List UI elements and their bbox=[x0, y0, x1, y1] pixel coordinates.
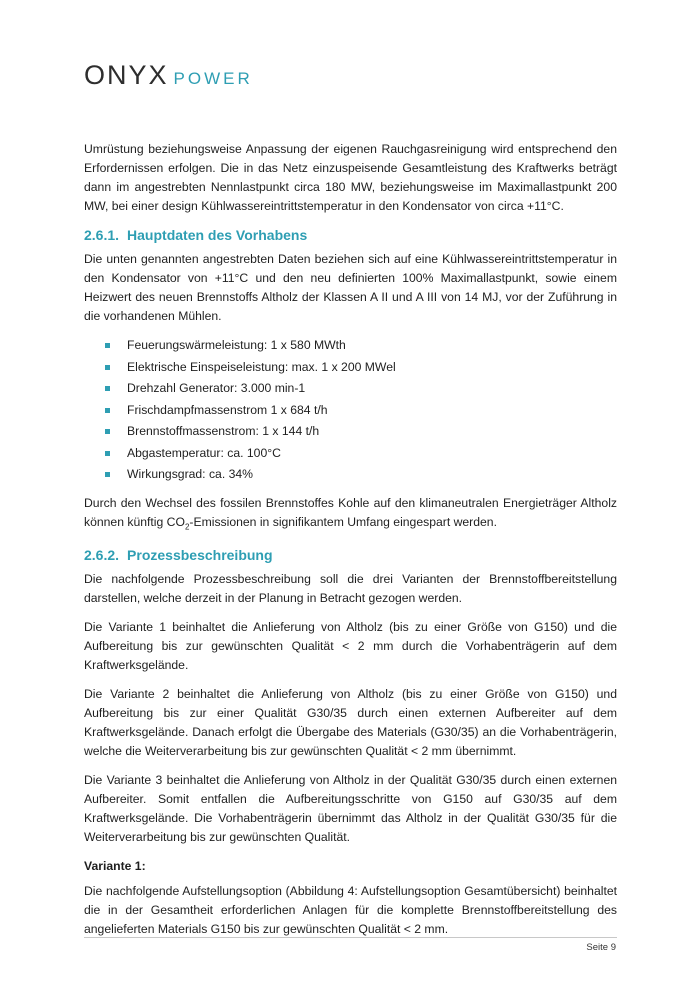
paragraph: Die nachfolgende Prozessbeschreibung soll die drei Varianten der Brennstoffbereitstellung darstellen, welche derzeit in der Planung in Betracht gezogen werden. bbox=[84, 572, 617, 606]
bullet-square-icon bbox=[105, 365, 110, 370]
section-heading-prozess bbox=[84, 546, 617, 564]
list-item-text: Drehzahl Generator: 3.000 min-1 bbox=[127, 381, 306, 395]
text-run: Durch den Wechsel des fossilen Brennstoffes Kohle auf den klimaneutralen Energieträger Altholz können künftig CO bbox=[84, 496, 617, 529]
bullet-square-icon bbox=[105, 451, 110, 456]
paragraph: Die unten genannten angestrebten Daten beziehen sich auf eine Kühlwassereintrittstemperatur in den Kondensator von +11°C und den neu definierten 100% Maximallastpunkt, sowie einem Heizwert des neuen Brennstoffs Altholz der Klassen A II und A III von 14 MJ, vor der Zuführung in die vorhandenen Mühlen. bbox=[84, 252, 617, 323]
logo-text-onyx: ONYX bbox=[84, 60, 169, 90]
bullet-square-icon bbox=[105, 408, 110, 413]
paragraph: Die nachfolgende Aufstellungsoption (Abbildung 4: Aufstellungsoption Gesamtübersicht) beinhaltet die in der Gesamtheit erforderlichen Anlagen für die komplette Brennstoffbereitstellung des angelieferten Materials G150 bis zur gewünschten Qualität < 2 mm. bbox=[84, 884, 617, 937]
list-item bbox=[84, 465, 617, 484]
document-body bbox=[84, 140, 617, 949]
section-title: Hauptdaten des Vorhabens bbox=[127, 227, 308, 243]
bullet-square-icon bbox=[105, 429, 110, 434]
subscript: 2 bbox=[184, 522, 190, 532]
co2-paragraph bbox=[84, 494, 617, 536]
list-item-text: Frischdampfmassenstrom 1 x 684 t/h bbox=[127, 402, 328, 417]
list-item bbox=[84, 422, 617, 441]
list-item-text: Brennstoffmassenstrom: 1 x 144 t/h bbox=[127, 424, 320, 438]
list-item bbox=[84, 358, 617, 377]
paragraph: Die Variante 3 beinhaltet die Anlieferung von Altholz in der Qualität G30/35 durch einen externen Aufbereiter. Somit entfallen die Aufbereitungsschritte von G150 auf G30/35 auf dem Kraftwerksgelände. Die Vorhabenträgerin übernimmt das Altholz in der Qualität G30/35 für die Weiterverarbeitung bis zur gewünschten Qualität. bbox=[84, 773, 617, 845]
list-item bbox=[84, 336, 617, 355]
list-item bbox=[84, 379, 617, 398]
page-number: Seite 9 bbox=[586, 942, 616, 953]
intro-paragraph: Umrüstung beziehungsweise Anpassung der eigenen Rauchgasreinigung wird entsprechend den Erfordernissen erfolgen. Die in das Netz einzuspeisende Gesamtleistung des Kraftwerks beträgt dann im angestrebten Nennlastpunkt circa 180 MW, beziehungsweise im Maximallastpunkt 200 MW, bei einer design Kühlwassereintrittstemperatur in den Kondensator von circa +11°C. bbox=[84, 142, 617, 213]
bullet-square-icon bbox=[105, 472, 110, 477]
list-item-text: Abgastemperatur: ca. 100°C bbox=[127, 445, 281, 460]
footer-divider bbox=[84, 937, 617, 938]
company-logo bbox=[84, 62, 253, 89]
section-title: Prozessbeschreibung bbox=[127, 547, 273, 564]
logo-text-power: POWER bbox=[173, 69, 253, 88]
list-item bbox=[84, 444, 617, 463]
variant-heading: Variante 1: bbox=[84, 859, 146, 874]
section-number: 2.6.1. bbox=[84, 227, 120, 243]
section-number: 2.6.2. bbox=[84, 547, 120, 564]
list-item bbox=[84, 401, 617, 420]
paragraph: Die Variante 2 beinhaltet die Anlieferung von Altholz (bis zu einer Größe von G150) und Aufbereitung bis zur einer Qualität G30/35 durch einen externen Aufbereiter auf dem Kraftwerksgelände. Danach erfolgt die Übergabe des Materials (G30/35) an die Vorhabenträgerin, welche die Weiterverarbeitung bis zur gewünschten Qualität < 2 mm übernimmt. bbox=[84, 687, 617, 759]
list-item-text: Wirkungsgrad: ca. 34% bbox=[127, 467, 253, 481]
bullet-square-icon bbox=[105, 343, 110, 348]
list-item-text: Elektrische Einspeiseleistung: max. 1 x 200 MWel bbox=[127, 359, 396, 374]
list-item-text: Feuerungswärmeleistung: 1 x 580 MWth bbox=[127, 338, 346, 352]
main-data-list bbox=[84, 336, 617, 484]
paragraph: Die Variante 1 beinhaltet die Anlieferung von Altholz (bis zu einer Größe von G150) und die Aufbereitung bis zur gewünschten Qualität < 2 mm durch die Vorhabenträgerin auf dem Kraftwerksgelände. bbox=[84, 620, 617, 673]
text-run: -Emissionen in signifikantem Umfang eingespart werden. bbox=[189, 515, 497, 529]
section-heading-hauptdaten bbox=[84, 226, 617, 244]
bullet-square-icon bbox=[105, 386, 110, 391]
